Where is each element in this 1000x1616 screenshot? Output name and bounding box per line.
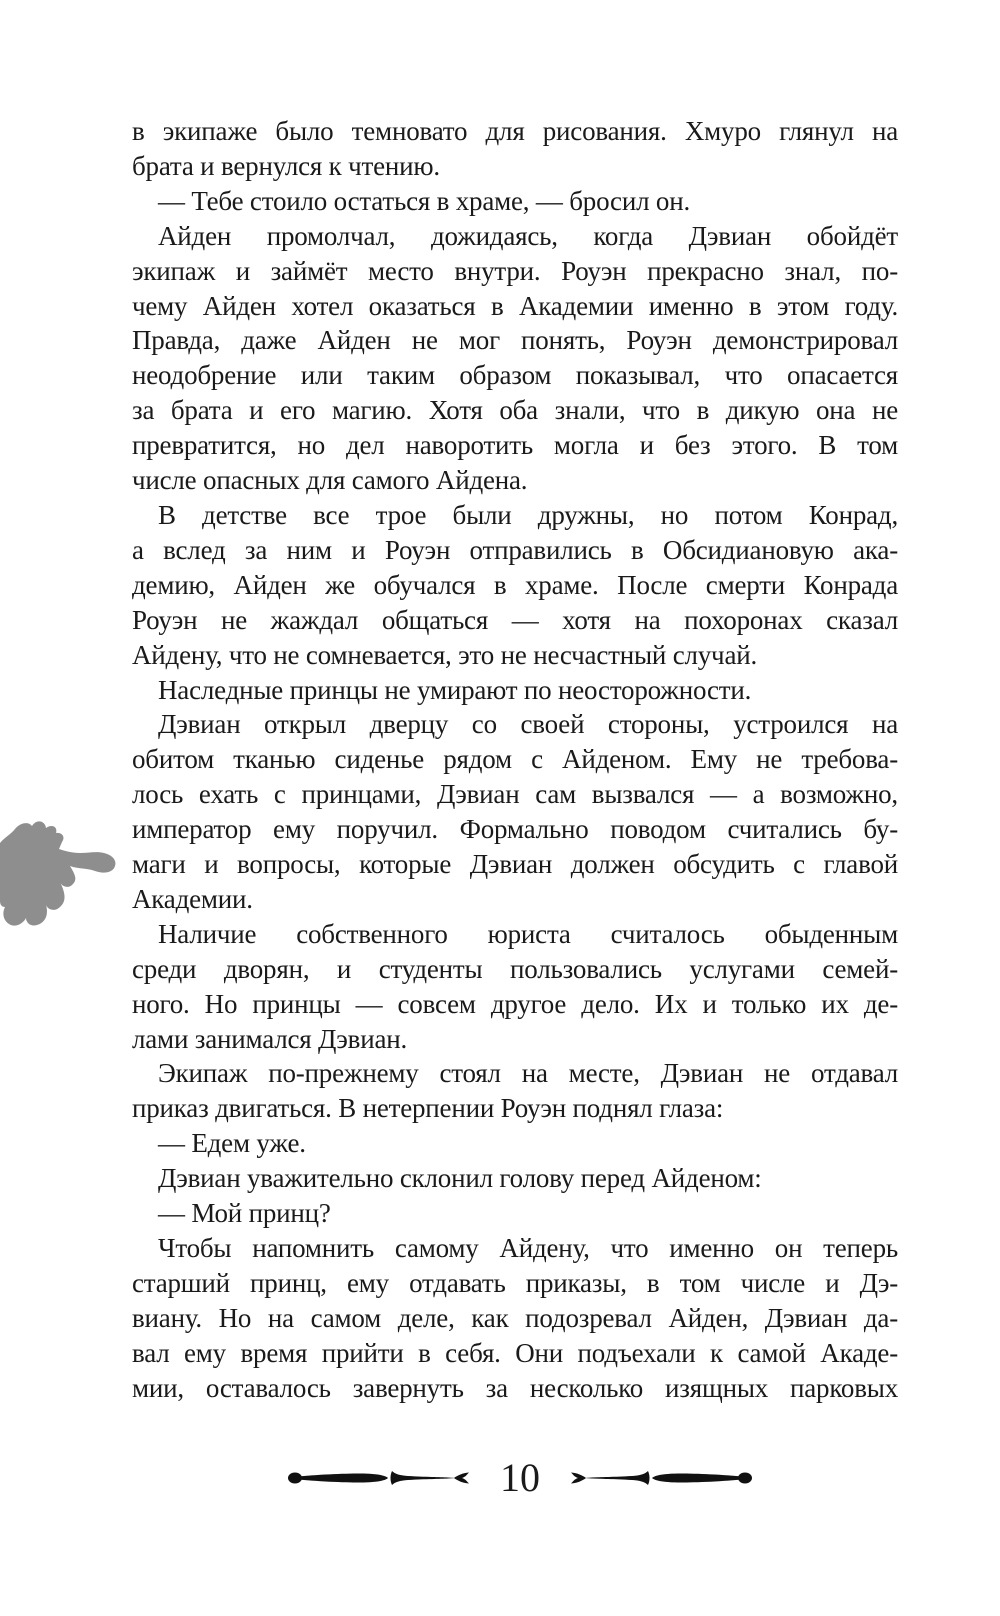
text-line: среди дворян, и студенты пользовались услугами семей-	[132, 953, 898, 984]
text-line: вал ему время прийти в себя. Они подъехали к самой Акаде-	[132, 1337, 898, 1368]
paragraph	[132, 498, 898, 673]
text-line: неодобрение или таким образом показывал, что опасается	[132, 360, 898, 391]
text-line: мии, оставалось завернуть за несколько изящных парковых	[132, 1372, 898, 1403]
text-line: приказ двигаться. В нетерпении Роуэн поднял глаза:	[132, 1093, 724, 1124]
paragraph	[132, 1056, 898, 1126]
text-line: числе опасных для самого Айдена.	[132, 465, 528, 496]
text-line: ного. Но принцы — совсем другое дело. Их и только их де-	[132, 988, 898, 1019]
text-line: Дэвиан уважительно склонил голову перед Айденом:	[158, 1163, 762, 1194]
footer-flourish-left-ornament	[288, 1468, 470, 1488]
text-line: брата и вернулся к чтению.	[132, 150, 440, 181]
text-line: в экипаже было темновато для рисования. Хмуро глянул на	[132, 116, 898, 146]
text-line: — Мой принц?	[158, 1198, 331, 1229]
text-line: экипаж и займёт место внутри. Роуэн прекрасно знал, по-	[132, 255, 898, 286]
text-line: Айден промолчал, дожидаясь, когда Дэвиан обойдёт	[158, 220, 898, 251]
paragraph	[132, 1196, 898, 1231]
text-line: Экипаж по-прежнему стоял на месте, Дэвиан не отдавал	[158, 1058, 898, 1089]
paragraph	[132, 1161, 898, 1196]
text-line: лами занимался Дэвиан.	[132, 1023, 408, 1054]
page-number: 10	[500, 1455, 540, 1500]
paragraph	[132, 1231, 898, 1406]
text-line: Дэвиан открыл дверцу со своей стороны, устроился на	[158, 709, 898, 740]
paragraph	[132, 1126, 898, 1161]
text-line: император ему поручил. Формально поводом считались бу-	[132, 814, 898, 845]
text-line: Академии.	[132, 883, 253, 914]
text-line: Айдену, что не сомневается, это не несчастный случай.	[132, 639, 758, 670]
paragraph	[132, 219, 898, 498]
text-line: за брата и его магию. Хотя оба знали, что в дикую она не	[132, 395, 898, 426]
text-line: Наследные принцы не умирают по неосторожности.	[158, 674, 752, 705]
paragraph	[132, 707, 898, 916]
text-line: демию, Айден же обучался в храме. После смерти Конрада	[132, 569, 898, 600]
text-line: обитом тканью сиденье рядом с Айденом. Ему не требова-	[132, 744, 898, 775]
text-line: чему Айден хотел оказаться в Академии именно в этом году.	[132, 290, 898, 321]
page-footer	[20, 1452, 1000, 1504]
footer-flourish-right-ornament	[570, 1468, 752, 1488]
ink-blot-shape	[0, 821, 115, 925]
text-line: Правда, даже Айден не мог понять, Роуэн демонстрировал	[132, 325, 898, 356]
ink-blot-decoration	[0, 811, 118, 929]
text-line: лось ехать с принцами, Дэвиан сам вызвался — а возможно,	[132, 779, 898, 810]
paragraph	[132, 917, 898, 1057]
text-line: а вслед за ним и Роуэн отправились в Обсидиановую ака-	[132, 534, 898, 565]
text-line: маги и вопросы, которые Дэвиан должен обсудить с главой	[132, 849, 898, 880]
text-line: Чтобы напомнить самому Айдену, что именно он теперь	[158, 1233, 898, 1263]
paragraph	[132, 114, 898, 184]
text-column	[132, 114, 898, 1406]
text-line: виану. Но на самом деле, как подозревал Айден, Дэвиан да-	[132, 1302, 898, 1333]
text-line: В детстве все трое были дружны, но потом Конрад,	[158, 499, 898, 530]
text-line: Роуэн не жаждал общаться — хотя на похоронах сказал	[132, 604, 898, 635]
text-line: Наличие собственного юриста считалось обыденным	[158, 918, 898, 949]
paragraph	[132, 184, 898, 219]
paragraph	[132, 673, 898, 708]
text-line: превратится, но дел наворотить могла и без этого. В том	[132, 430, 898, 461]
text-line: — Тебе стоило остаться в храме, — бросил он.	[158, 185, 691, 216]
text-line: старший принц, ему отдавать приказы, в том числе и Дэ-	[132, 1267, 898, 1298]
text-line: — Едем уже.	[158, 1128, 306, 1159]
